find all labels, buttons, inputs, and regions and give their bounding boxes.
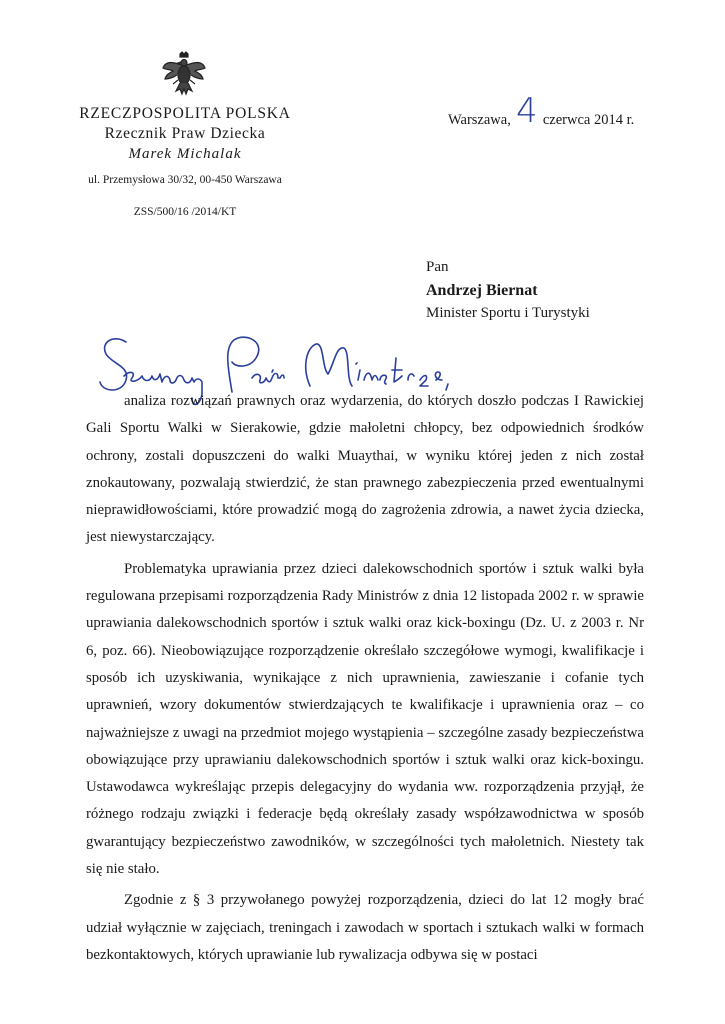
office-address: ul. Przemysłowa 30/32, 00-450 Warszawa [88, 174, 282, 186]
recipient-prefix: Pan [426, 259, 449, 275]
paragraph-3: Zgodnie z § 3 przywołanego powyżej rozporządzenia, dzieci do lat 12 mogły brać udział wyłącznie w zajęciach, treningach i zawodach w sportach i sztukach walki w formach bezkontaktowych, których uprawianie lub rywalizacja odbywa się w postaci [86, 892, 644, 963]
office-name: Rzecznik Praw Dziecka [104, 125, 266, 142]
reference-number: ZSS/500/16 /2014/KT [133, 206, 237, 218]
date-city: Warszawa, [448, 112, 511, 128]
office-holder-name: Marek Michalak [128, 146, 242, 162]
date-day-handwritten: 4 [516, 91, 538, 131]
recipient-title: Minister Sportu i Turystyki [426, 305, 590, 321]
letter-date [448, 91, 635, 131]
polish-eagle-emblem-icon [160, 50, 208, 98]
paragraph-2: Problematyka uprawiania przez dzieci dalekowschodnich sportów i sztuk walki była regulowana przepisami rozporządzenia Rady Ministrów z dnia 12 listopada 2002 r. w sprawie uprawiania dalekowschodnich sportów i sztuk walki oraz kick-boxingu (Dz. U. z 2003 r. Nr 6, poz. 66). Nieobowiązujące rozporządzenie określało szczegółowe wymogi, kwalifikacje i sposób ich uzyskiwania, wynikające z nich uprawnienia, zawieszanie i cofanie tych uprawnień, wzory dokumentów stwierdzających te kwalifikacje i uprawnienia oraz – co najważniejsze z uwagi na przedmiot mojego wystąpienia – szczególne zasady bezpieczeństwa obowiązujące przy uprawianiu dalekowschodnich sportów i sztuk walki oraz kick-boxingu. Ustawodawca wykreślając przepis delegacyjny do wydania ww. rozporządzenia przyjął, że różnego rodzaju związki i federacje będą określały zasady współzawodnictwa w sposób gwarantujący bezpieczeństwo zawodników, w szczególności tych małoletnich. Niestety tak się nie stało. [86, 560, 644, 878]
letter-body [86, 388, 644, 973]
date-month-year: czerwca 2014 r. [542, 112, 635, 128]
recipient-name: Andrzej Biernat [426, 282, 538, 299]
country-name: RZECZPOSPOLITA POLSKA [79, 105, 291, 122]
letterhead [60, 104, 310, 220]
recipient-block [426, 256, 590, 325]
paragraph-1: analiza rozwiązań prawnych oraz wydarzenia, do których doszło podczas I Rawickiej Gali Sportu Walki w Sierakowie, gdzie małoletni chłopcy, bez odpowiednich środków ochrony, zostali dopuszczeni do walki Muaythai, w wyniku której jeden z nich został znokautowany, pozwalają stwierdzić, że stan prawnego zabezpieczenia przed ewentualnymi nieprawidłowościami, które prowadzić mogą do zagrożenia zdrowia, a nawet życia dziecka, jest niewystarczający. [86, 393, 644, 546]
